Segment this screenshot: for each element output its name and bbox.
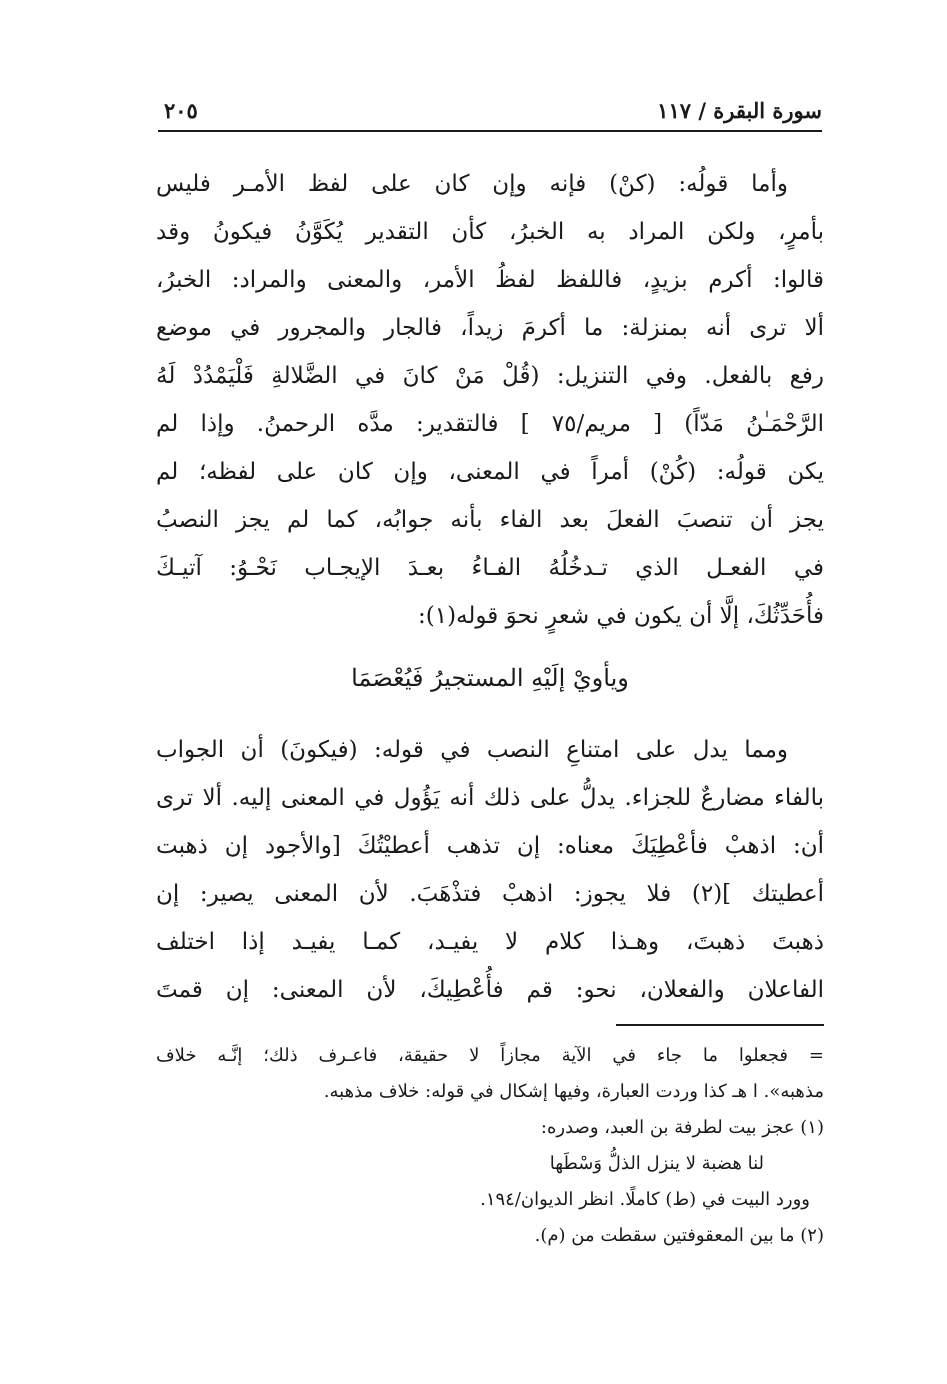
footnote-line: (١) عجز بيت لطرفة بن العبد، وصدره: — [540, 1117, 824, 1138]
paragraph-gap — [156, 710, 824, 726]
poetry-verse: ويأويْ إلَيْهِ المستجيرُ فَيُعْصَمَا — [351, 664, 629, 692]
text-line: في الفعـل الذي تـدخُلُهُ الفـاءُ بعـدَ الإيجـاب نَحْـوُ: آتيـكَ — [156, 555, 824, 581]
text-line: أعطيتك ](٢) فلا يجوز: اذهبْ فتذْهَبَ. لأن المعنى يصير: إن — [156, 881, 824, 907]
footnote-line: وورد البيت في (ط) كاملًا. انظر الديوان/١٩٤. — [480, 1189, 810, 1210]
text-line: يكن قولُه: (كُنْ) أمراً في المعنى، وإن كان على لفظه؛ لم — [156, 459, 824, 485]
text-line: ومما يدل على امتناعِ النصب في قوله: (فيكونَ) أن الجواب — [156, 737, 788, 763]
header-title: سورة البقرة / ١١٧ — [657, 98, 822, 123]
text-line: أن: اذهبْ فأعْطِيَكَ معناه: إن تذهب أعطيْتُكَ [والأجود إن ذهبت — [156, 833, 824, 859]
main-text — [156, 160, 824, 1014]
text-line: الرَّحْمَـٰنُ مَدّاً) [ مريم/٧٥ ] فالتقدير: مدَّه الرحمنُ. وإذا لم — [156, 411, 824, 437]
text-line: يجز أن تنصبَ الفعلَ بعد الفاء بأنه جوابُه، كما لم يجز النصبُ — [156, 507, 824, 533]
text-line: رفع بالفعل. وفي التنزيل: (قُلْ مَنْ كانَ في الضَّلالةِ فَلْيَمْدُدْ لَهُ — [156, 363, 824, 389]
text-line: ألا ترى أنه بمنزلة: ما أكرمَ زيداً، فالجار والمجرور في موضع — [156, 315, 824, 341]
text-line: بأمرٍ، ولكن المراد به الخبرُ، كأن التقدير يُكَوَّنُ فيكونُ وقد — [156, 219, 824, 245]
footnote-line: = فجعلوا ما جاء في الآية مجازاً لا حقيقة، فاعـرف ذلك؛ إنَّـه خلاف — [156, 1045, 824, 1066]
text-line: فأُحَدِّثُكَ، إلَّا أن يكون في شعرٍ نحوَ قوله(١): — [418, 603, 824, 629]
text-line: ذهبتَ ذهبتَ، وهـذا كلام لا يفيـد، كمـا يفيـد إذا اختلف — [156, 929, 824, 955]
running-header — [158, 96, 822, 132]
text-line: الفاعلان والفعلان، نحو: قم فأُعْطِيكَ، لأن المعنى: إن قمتَ — [156, 977, 824, 1003]
text-line: وأما قولُه: (كنْ) فإنه وإن كان على لفظ الأمـر فليس — [156, 171, 788, 197]
footnote-separator — [616, 1024, 824, 1026]
footnote-line: مذهبه». ا هـ كذا وردت العبارة، وفيها إشكال في قوله: خلاف مذهبه. — [323, 1081, 824, 1102]
footnote-poem-line: لنا هضبة لا ينزل الذلُّ وَسْطَها — [549, 1153, 764, 1174]
text-line: بالفاء مضارعٌ للجزاء. يدلُّ على ذلك أنه يَؤُول في المعنى إليه. ألا ترى — [156, 785, 824, 811]
footnote-lines — [156, 1038, 824, 1254]
footnote-line: (٢) ما بين المعقوفتين سقطت من (م). — [534, 1225, 824, 1246]
text-line: قالوا: أكرم بزيدٍ، فاللفظ لفظُ الأمر، والمعنى والمراد: الخبرُ، — [156, 267, 824, 293]
page-number: ٢٠٥ — [164, 98, 198, 123]
